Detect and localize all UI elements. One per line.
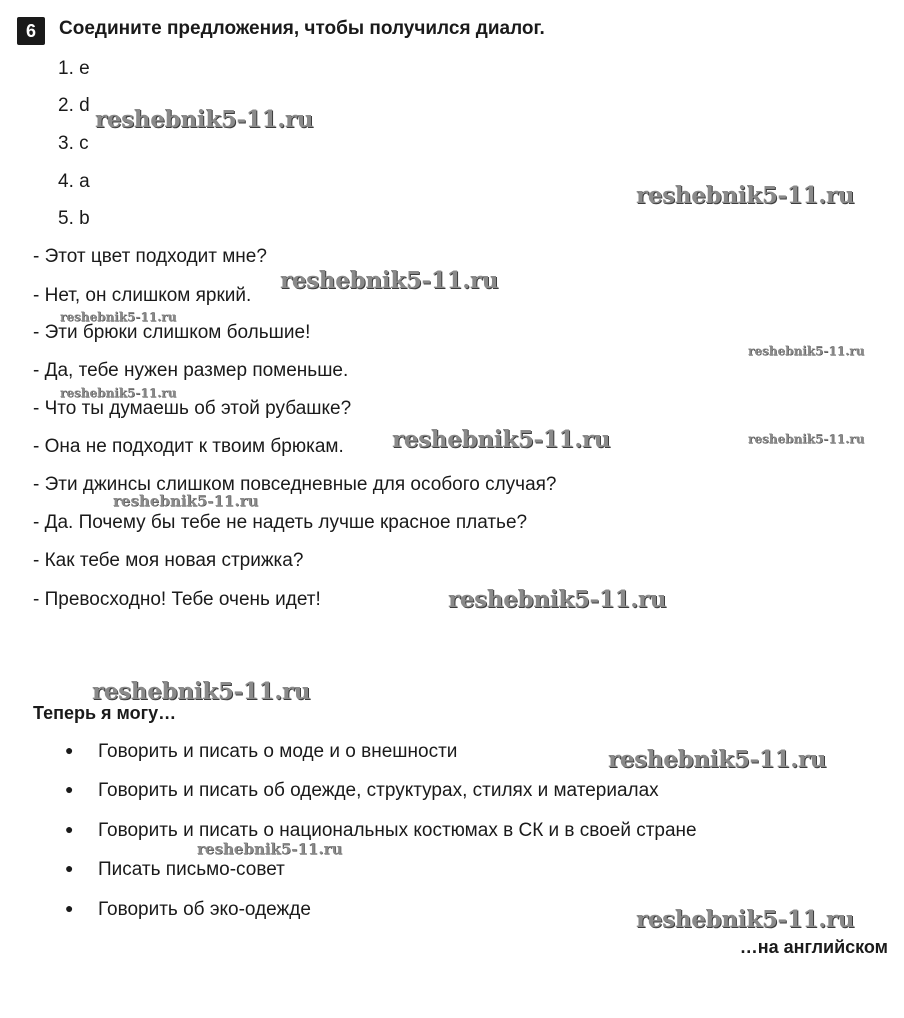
list-item-text: Писать письмо-совет — [98, 859, 285, 880]
dialogue-line: - Как тебе моя новая стрижка? — [33, 550, 304, 571]
answer-letter: b — [79, 208, 90, 229]
dialogue-line: - Эти джинсы слишком повседневные для особого случая? — [33, 474, 557, 495]
dialogue-line: - Эти брюки слишком большие! — [33, 322, 311, 343]
watermark: reshebnik5-11.ru — [280, 267, 499, 294]
task-number-badge: 6 — [17, 17, 45, 45]
watermark: reshebnik5-11.ru — [92, 678, 311, 705]
watermark: reshebnik5-11.ru — [113, 492, 259, 510]
dialogue-line: - Этот цвет подходит мне? — [33, 246, 267, 267]
watermark: reshebnik5-11.ru — [636, 182, 855, 209]
task-instruction: Соедините предложения, чтобы получился диалог. — [59, 18, 545, 39]
now-i-can-heading: Теперь я могу… — [33, 703, 177, 723]
dialogue-line: - Да. Почему бы тебе не надеть лучше красное платье? — [33, 512, 528, 533]
watermark: reshebnik5-11.ru — [60, 310, 177, 324]
watermark: reshebnik5-11.ru — [392, 426, 611, 453]
list-item — [65, 859, 285, 881]
bullet-icon: ● — [65, 821, 74, 837]
answer-number: 4. — [58, 171, 74, 192]
list-item — [65, 899, 311, 921]
watermark: reshebnik5-11.ru — [748, 432, 865, 446]
answer-item — [58, 95, 90, 117]
answer-number: 1. — [58, 58, 74, 79]
answer-letter: c — [79, 133, 89, 154]
watermark: reshebnik5-11.ru — [748, 344, 865, 358]
answer-item — [58, 171, 90, 193]
answer-item — [58, 133, 89, 155]
outro-text: …на английском — [739, 937, 888, 957]
watermark: reshebnik5-11.ru — [448, 586, 667, 613]
dialogue-line: - Она не подходит к твоим брюкам. — [33, 436, 344, 457]
answer-letter: d — [79, 95, 90, 116]
dialogue-line: - Да, тебе нужен размер поменьше. — [33, 360, 349, 381]
list-item-text: Говорить об эко-одежде — [98, 899, 311, 920]
watermark: reshebnik5-11.ru — [636, 906, 855, 933]
watermark: reshebnik5-11.ru — [60, 386, 177, 400]
list-item-text: Говорить и писать об одежде, структурах, стилях и материалах — [98, 780, 659, 801]
answer-number: 5. — [58, 208, 74, 229]
dialogue-line: - Нет, он слишком яркий. — [33, 285, 252, 306]
watermark: reshebnik5-11.ru — [197, 840, 343, 858]
bullet-icon: ● — [65, 742, 74, 758]
answer-item — [58, 208, 90, 230]
list-item — [65, 780, 659, 802]
list-item — [65, 820, 697, 842]
list-item-text: Говорить и писать о национальных костюмах в СК и в своей стране — [98, 820, 697, 841]
watermark: reshebnik5-11.ru — [95, 106, 314, 133]
answer-item — [58, 58, 90, 80]
list-item — [65, 741, 457, 763]
answer-letter: e — [79, 58, 90, 79]
watermark: reshebnik5-11.ru — [608, 746, 827, 773]
answer-number: 3. — [58, 133, 74, 154]
answer-letter: a — [79, 171, 90, 192]
dialogue-line: - Превосходно! Тебе очень идет! — [33, 589, 321, 610]
list-item-text: Говорить и писать о моде и о внешности — [98, 741, 458, 762]
answer-number: 2. — [58, 95, 74, 116]
bullet-icon: ● — [65, 781, 74, 797]
bullet-icon: ● — [65, 900, 74, 916]
bullet-icon: ● — [65, 860, 74, 876]
dialogue-line: - Что ты думаешь об этой рубашке? — [33, 398, 352, 419]
